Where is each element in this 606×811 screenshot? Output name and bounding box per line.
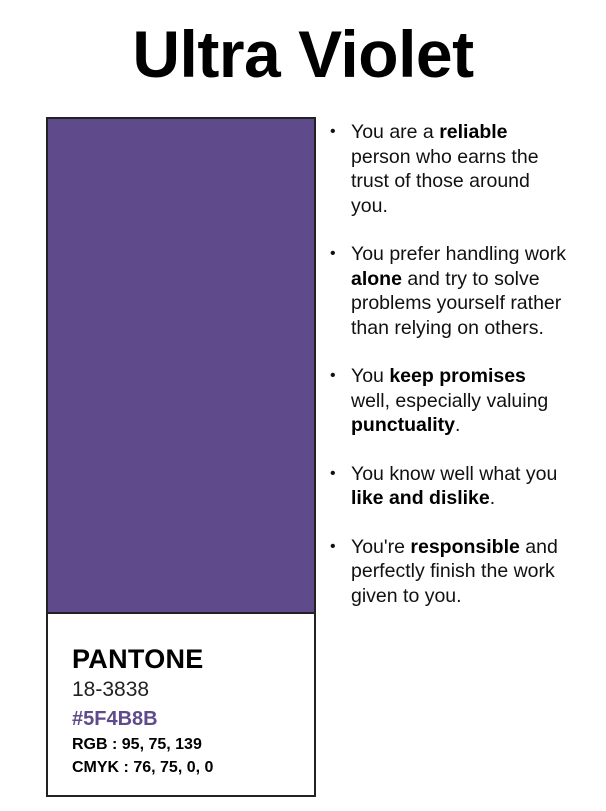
trait-text: You prefer handling work [351,243,567,265]
bullet-icon: • [330,123,336,140]
bullet-icon: • [330,464,336,482]
bullet-icon: • [330,245,336,262]
cmyk-values: CMYK : 76, 75, 0, 0 [72,759,214,776]
trait-text: You know well what you [351,462,558,485]
trait-emphasis: alone [351,267,402,290]
trait-item [328,120,568,218]
trait-item [328,535,568,609]
color-swatch [48,119,314,614]
trait-emphasis: punctuality [351,414,456,436]
rgb-values: RGB : 95, 75, 139 [72,736,202,753]
trait-text: . [455,414,461,436]
trait-text: You [351,365,390,387]
trait-emphasis: like and dislike [351,487,490,509]
color-card [46,117,316,797]
trait-text: and try to solve problems yourself rather than relying on others. [351,267,562,339]
trait-emphasis: keep promises [389,365,526,387]
hex-code: #5F4B8B [72,708,158,730]
trait-text: You're [351,535,411,558]
trait-item [328,462,568,511]
trait-text: and perfectly finish the work given to you. [351,535,558,607]
trait-text: person who earns the trust of those around you. [351,145,539,217]
trait-item [328,242,568,340]
trait-item [328,364,568,438]
bullet-icon: • [330,537,336,555]
brand-label: PANTONE [72,644,204,674]
trait-text: You are a [351,121,440,143]
trait-text: . [489,487,496,509]
bullet-icon: • [330,367,336,384]
color-info [72,643,213,779]
trait-text: well, especially valuing [351,389,549,412]
trait-emphasis: reliable [439,121,508,143]
trait-list [328,120,568,632]
pantone-code: 18-3838 [72,678,150,701]
trait-emphasis: responsible [410,535,520,558]
page-title: Ultra Violet [132,17,474,91]
